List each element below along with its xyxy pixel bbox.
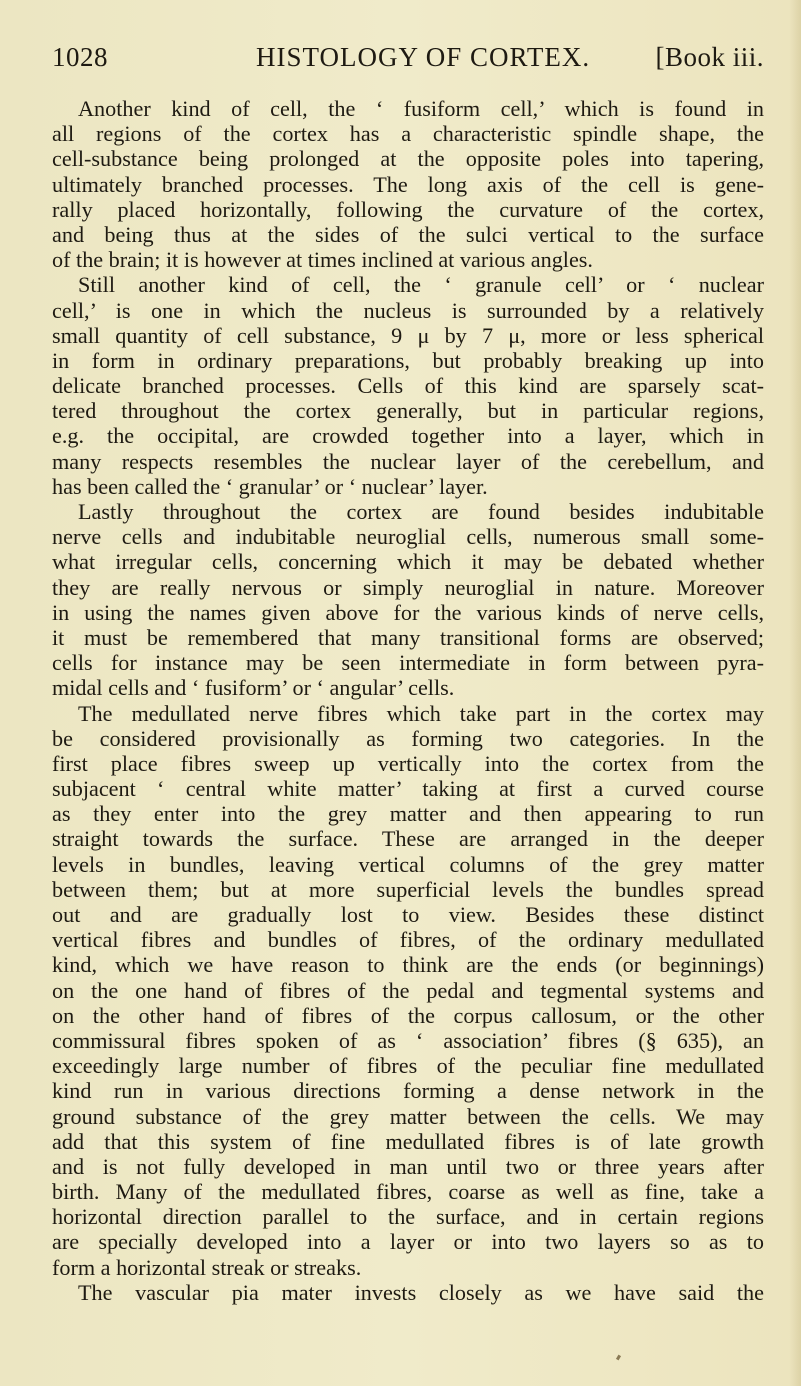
book-reference: [Book iii. [655, 42, 764, 72]
text-line: levels in bundles, leaving vertical columns of the grey matter [52, 851, 764, 877]
text-line: it must be remembered that many transitional forms are observed; [52, 624, 764, 650]
text-line: out and are gradually lost to view. Besides these distinct [52, 902, 764, 927]
text-line: they are really nervous or simply neuroglial in nature. Moreover [52, 574, 764, 600]
body-text [52, 96, 764, 1305]
text-line: Another kind of cell, the ‘ fusiform cell,’ which is found in [78, 96, 764, 121]
text-line: midal cells and ‘ fusiform’ or ‘ angular’ cells. [52, 675, 455, 701]
text-line: The vascular pia mater invests closely as we have said the [78, 1279, 764, 1305]
running-title: HISTOLOGY OF CORTEX. [256, 42, 591, 72]
text-line: commissural fibres spoken of as ‘ association’ fibres (§ 635), an [52, 1027, 764, 1053]
text-line: horizontal direction parallel to the surface, and in certain regions [52, 1204, 764, 1230]
text-line: straight towards the surface. These are arranged in the deeper [52, 826, 764, 852]
text-line: Lastly throughout the cortex are found besides indubitable [78, 499, 764, 524]
text-line: and is not fully developed in man until two or three years after [52, 1153, 764, 1179]
text-line: nerve cells and indubitable neuroglial cells, numerous small some- [52, 524, 764, 550]
text-line: e.g. the occipital, are crowded together into a layer, which in [52, 423, 764, 449]
text-line: on the one hand of fibres of the pedal and tegmental systems and [52, 977, 764, 1003]
text-line: all regions of the cortex has a characteristic spindle shape, the [52, 121, 764, 147]
text-line: subjacent ‘ central white matter’ taking at first a curved course [52, 776, 764, 802]
text-line: ultimately branched processes. The long axis of the cell is gene- [52, 171, 764, 197]
text-line: delicate branched processes. Cells of this kind are sparsely scat- [52, 373, 764, 399]
text-line: first place fibres sweep up vertically into the cortex from the [52, 750, 764, 776]
text-line: The medullated nerve fibres which take part in the cortex may [78, 700, 764, 726]
text-line: kind run in various directions forming a dense network in the [52, 1078, 764, 1104]
page-number: 1028 [52, 42, 108, 72]
text-line: has been called the ‘ granular’ or ‘ nuclear’ layer. [52, 473, 488, 499]
text-line: Still another kind of cell, the ‘ granule cell’ or ‘ nuclear [78, 272, 764, 298]
text-line: and being thus at the sides of the sulci vertical to the surface [52, 221, 764, 247]
text-line: small quantity of cell substance, 9 μ by 7 μ, more or less spherical [52, 322, 764, 348]
text-line: on the other hand of fibres of the corpus callosum, or the other [52, 1002, 764, 1028]
paper-speck [616, 1355, 621, 1361]
text-line: add that this system of fine medullated fibres is of late growth [52, 1128, 764, 1154]
text-line: between them; but at more superficial levels the bundles spread [52, 876, 764, 902]
text-line: many respects resembles the nuclear layer of the cerebellum, and [52, 448, 764, 474]
page-edge-shadow [789, 0, 801, 1386]
text-line: in form in ordinary preparations, but probably breaking up into [52, 347, 764, 373]
text-line: birth. Many of the medullated fibres, coarse as well as fine, take a [52, 1179, 764, 1205]
text-line: rally placed horizontally, following the curvature of the cortex, [52, 196, 764, 222]
text-line: kind, which we have reason to think are the ends (or beginnings) [52, 952, 764, 978]
text-line: cell,’ is one in which the nucleus is surrounded by a relatively [52, 297, 764, 323]
text-line: of the brain; it is however at times inclined at various angles. [52, 247, 593, 273]
running-header [52, 42, 764, 82]
text-line: form a horizontal streak or streaks. [52, 1254, 362, 1280]
text-line: in using the names given above for the various kinds of nerve cells, [52, 599, 764, 625]
text-line: be considered provisionally as forming two categories. In the [52, 725, 764, 751]
text-line: vertical fibres and bundles of fibres, of the ordinary medullated [52, 927, 764, 953]
text-line: tered throughout the cortex generally, but in particular regions, [52, 398, 764, 424]
text-line: as they enter into the grey matter and then appearing to run [52, 801, 764, 827]
text-line: what irregular cells, concerning which it may be debated whether [52, 549, 764, 575]
text-line: cells for instance may be seen intermediate in form between pyra- [52, 650, 764, 676]
text-line: exceedingly large number of fibres of the peculiar fine medullated [52, 1053, 764, 1079]
text-line: are specially developed into a layer or into two layers so as to [52, 1229, 764, 1255]
text-line: cell-substance being prolonged at the opposite poles into tapering, [52, 146, 764, 172]
text-line: ground substance of the grey matter between the cells. We may [52, 1103, 764, 1129]
